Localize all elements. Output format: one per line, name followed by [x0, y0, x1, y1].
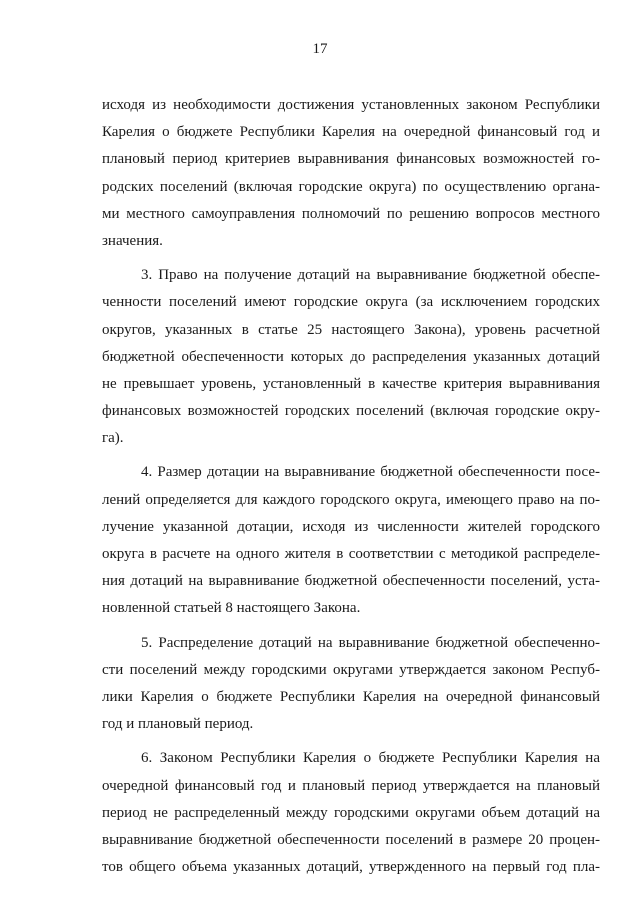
- text-line: 4. Размер дотации на выравнивание бюджетной обеспеченности посе-: [141, 464, 600, 481]
- text-line: га).: [102, 430, 124, 447]
- paragraph-item-6: [102, 745, 600, 881]
- text-line: год и плановый период.: [102, 716, 254, 733]
- text-line: ми местного самоуправления полномочий по решению вопросов местного: [102, 205, 600, 222]
- text-line: округов, указанных в статье 25 настоящего Закона), уровень расчетной: [102, 321, 600, 338]
- text-line: 3. Право на получение дотаций на выравнивание бюджетной обеспе-: [141, 267, 600, 284]
- page-number: 17: [312, 41, 328, 57]
- text-line: лучение указанной дотации, исходя из численности жителей городского: [102, 518, 600, 535]
- text-line: лики Карелия о бюджете Республики Карелия на очередной финансовый: [102, 688, 600, 705]
- paragraph-item-4: [102, 459, 600, 622]
- text-line: исходя из необходимости достижения установленных законом Республики: [102, 97, 600, 113]
- text-line: выравнивание бюджетной обеспеченности поселений в размере 20 процен-: [102, 831, 600, 848]
- text-line: лений определяется для каждого городского округа, имеющего право на по-: [102, 491, 600, 508]
- text-line: 6. Законом Республики Карелия о бюджете Республики Карелия на: [141, 750, 600, 767]
- text-line: округа в расчете на одного жителя в соответствии с методикой распределе-: [102, 546, 600, 562]
- paragraph-item-5: [102, 630, 600, 739]
- text-line: бюджетной обеспеченности которых до распределения указанных дотаций: [102, 348, 600, 365]
- text-line: ния дотаций на выравнивание бюджетной обеспеченности поселений, уста-: [102, 573, 600, 590]
- text-line: 5. Распределение дотаций на выравнивание бюджетной обеспеченно-: [141, 634, 600, 651]
- paragraph-continuation: [102, 92, 600, 255]
- text-line: новленной статьей 8 настоящего Закона.: [102, 600, 361, 617]
- text-line: период не распределенный между городскими округами объем дотаций на: [102, 804, 600, 821]
- text-line: сти поселений между городскими округами утверждается законом Респуб-: [102, 661, 600, 678]
- text-line: финансовых возможностей городских поселений (включая городские окру-: [102, 403, 600, 420]
- text-line: не превышает уровень, установленный в качестве критерия выравнивания: [102, 375, 600, 392]
- text-line: тов общего объема указанных дотаций, утвержденного на первый год пла-: [102, 859, 600, 876]
- paragraph-item-3: [102, 262, 600, 452]
- text-line: очередной финансовый год и плановый период утверждается на плановый: [102, 777, 600, 794]
- text-line: плановый период критериев выравнивания финансовых возможностей го-: [102, 151, 600, 168]
- document-body: [102, 92, 600, 881]
- text-line: ченности поселений имеют городские округа (за исключением городских: [102, 294, 600, 311]
- text-line: значения.: [102, 232, 163, 249]
- text-line: родских поселений (включая городские округа) по осуществлению органа-: [102, 178, 600, 195]
- text-line: Карелия о бюджете Республики Карелия на очередной финансовый год и: [102, 124, 600, 141]
